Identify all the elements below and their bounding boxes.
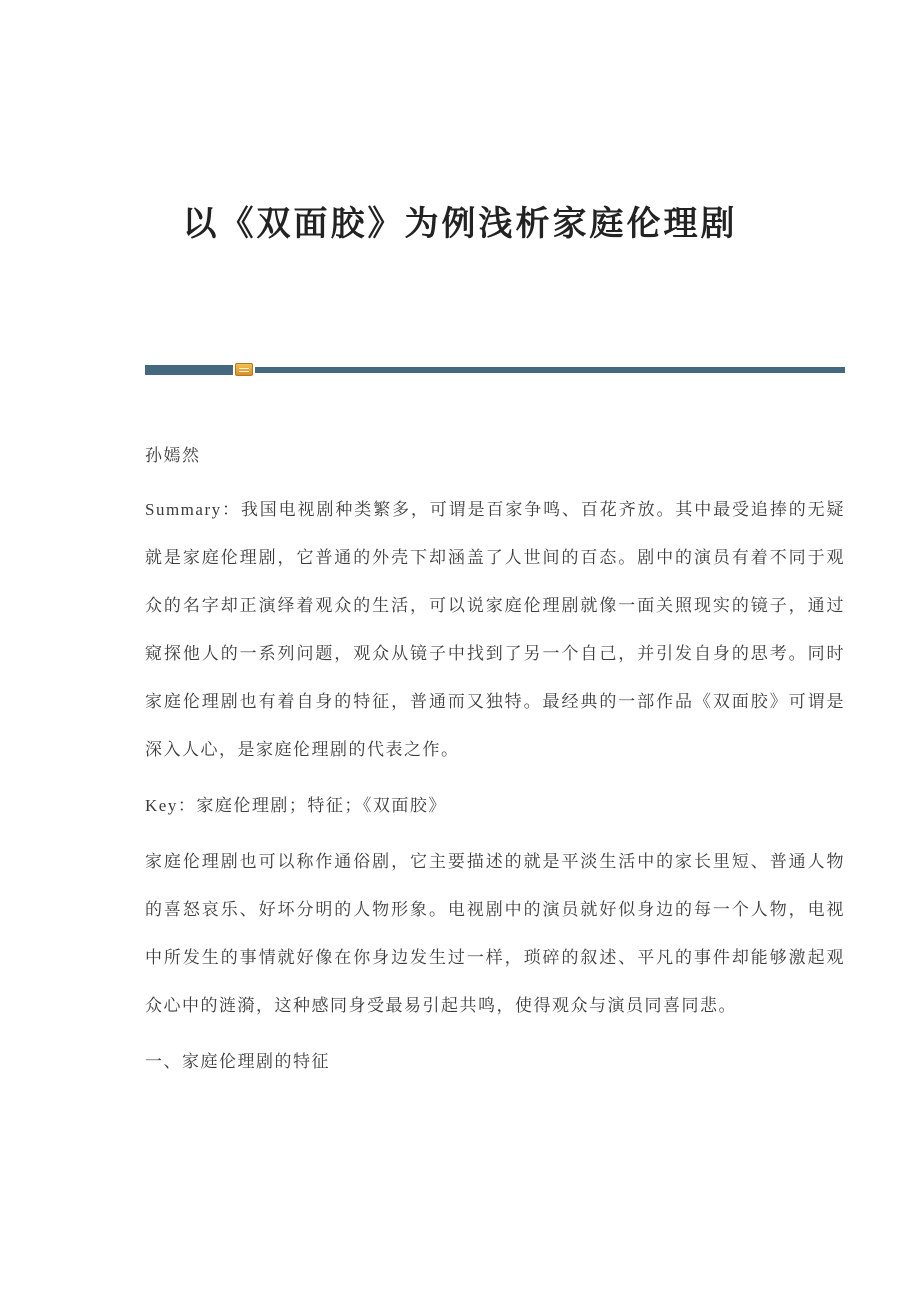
body-paragraph: 家庭伦理剧也可以称作通俗剧，它主要描述的就是平淡生活中的家长里短、普通人物的喜怒哀乐、好坏分明的人物形象。电视剧中的演员就好似身边的每一个人物，电视中所发生的事情就好像在你身边发生过一样，琐碎的叙述、平凡的事件却能够激起观众心中的涟漪，这种感同身受最易引起共鸣，使得观众与演员同喜同悲。 <box>145 852 845 1015</box>
divider-thick-segment <box>145 365 233 375</box>
author-name: 孙嫣然 <box>145 446 201 465</box>
page-title: 以《双面胶》为例浅析家庭伦理剧 <box>182 206 738 243</box>
article-body <box>145 432 845 1086</box>
document-icon <box>235 363 253 376</box>
divider-thin-segment <box>255 367 845 373</box>
title-divider <box>145 363 845 376</box>
section-heading: 一、家庭伦理剧的特征 <box>145 1052 330 1071</box>
summary-paragraph: Summary：我国电视剧种类繁多，可谓是百家争鸣、百花齐放。其中最受追捧的无疑就是家庭伦理剧，它普通的外壳下却涵盖了人世间的百态。剧中的演员有着不同于观众的名字却正演绎着观众的生活，可以说家庭伦理剧就像一面关照现实的镜子，通过窥探他人的一系列问题，观众从镜子中找到了另一个自己，并引发自身的思考。同时家庭伦理剧也有着自身的特征，普通而又独特。最经典的一部作品《双面胶》可谓是深入人心，是家庭伦理剧的代表之作。 <box>145 500 845 759</box>
keywords-line: Key：家庭伦理剧；特征；《双面胶》 <box>145 796 447 815</box>
